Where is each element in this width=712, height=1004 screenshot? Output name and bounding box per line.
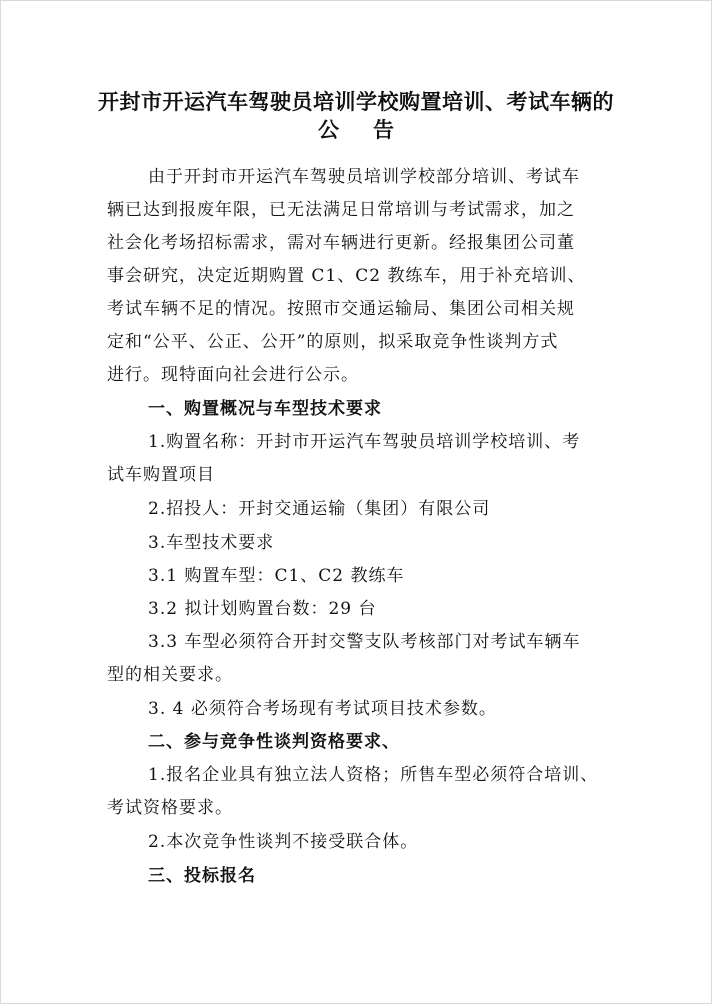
intro-line-3: 社会化考场招标需求，需对车辆进行更新。经报集团公司董 (107, 233, 575, 253)
section1-item2: 2.招投人：开封交通运输（集团）有限公司 (148, 499, 491, 519)
section1-item3-1: 3.1 购置车型：C1、C2 教练车 (148, 566, 405, 586)
intro-line-4: 事会研究，决定近期购置 C1、C2 教练车，用于补充培训、 (107, 266, 586, 286)
section1-item3: 3.车型技术要求 (148, 533, 275, 553)
section2-item1-line2: 考试资格要求。 (107, 798, 233, 818)
section1-item1-line2: 试车购置项目 (107, 465, 215, 485)
section1-item3-3-line2: 型的相关要求。 (107, 665, 233, 685)
document-title-line1: 开封市开运汽车驾驶员培训学校购置培训、考试车辆的 (98, 90, 614, 114)
intro-line-6: 定和“公平、公正、公开”的原则，拟采取竞争性谈判方式 (107, 332, 559, 352)
document-title-line2 (0, 114, 712, 144)
intro-line-2: 辆已达到报废年限，已无法满足日常培训与考试需求，加之 (107, 200, 575, 220)
section2-item2: 2.本次竞争性谈判不接受联合体。 (148, 832, 419, 852)
document-title-gonggao: 公告 (318, 118, 428, 142)
intro-line-5: 考试车辆不足的情况。按照市交通运输局、集团公司相关规 (107, 299, 575, 319)
section1-item3-2: 3.2 拟计划购置台数：29 台 (148, 599, 377, 619)
section3-heading: 三、投标报名 (148, 866, 256, 886)
intro-line-7: 进行。现特面向社会进行公示。 (107, 365, 359, 385)
section2-item1-line1: 1.报名企业具有独立法人资格；所售车型必须符合培训、 (148, 765, 599, 785)
intro-line-1: 由于开封市开运汽车驾驶员培训学校部分培训、考试车 (148, 167, 580, 187)
section1-heading: 一、购置概况与车型技术要求 (148, 399, 382, 419)
section1-item3-4: 3. 4 必须符合考场现有考试项目技术参数。 (148, 699, 497, 719)
section1-item1-line1: 1.购置名称：开封市开运汽车驾驶员培训学校培训、考 (148, 432, 581, 452)
section2-heading: 二、参与竞争性谈判资格要求、 (148, 732, 400, 752)
section1-item3-3-line1: 3.3 车型必须符合开封交警支队考核部门对考试车辆车 (148, 632, 581, 652)
